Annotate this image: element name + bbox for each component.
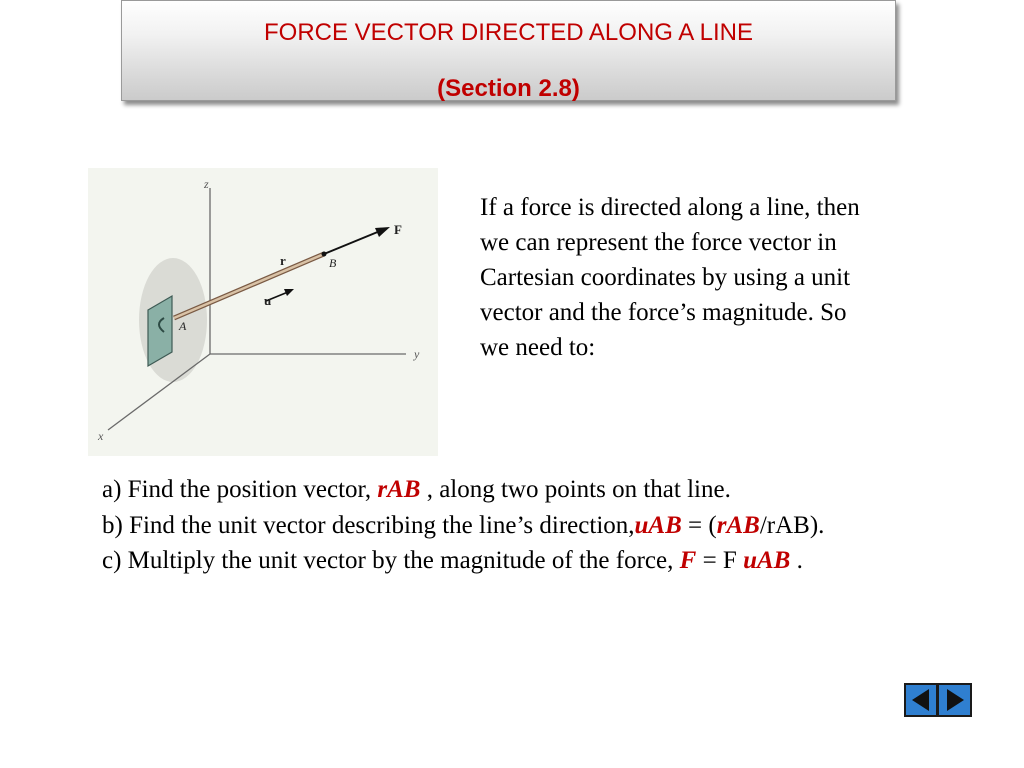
label-f: F (394, 222, 402, 237)
step-b-equals: = ( (681, 511, 717, 539)
step-a (102, 472, 1017, 508)
intro-line: we need to: (480, 334, 596, 361)
slide-subtitle: (Section 2.8) (437, 75, 580, 102)
unit-vector-head (284, 289, 294, 296)
intro-paragraph (480, 190, 960, 365)
slide-navigation (904, 683, 972, 717)
next-slide-button[interactable] (938, 683, 972, 717)
force-arrow-shaft (324, 231, 380, 254)
label-a: A (179, 319, 187, 333)
triangle-right-icon (943, 687, 967, 713)
slide-title: FORCE VECTOR DIRECTED ALONG A LINE (264, 19, 753, 46)
step-b-suffix: /rAB). (759, 511, 825, 539)
unit-vector-symbol-c: uAB (743, 547, 791, 574)
unit-vector-symbol: uAB (634, 511, 682, 539)
force-arrow-head (375, 227, 390, 237)
label-b: B (329, 256, 337, 270)
force-symbol: F (679, 547, 697, 574)
intro-line: If a force is directed along a line, then (480, 194, 860, 221)
label-y: y (414, 347, 420, 361)
label-z: z (204, 177, 209, 191)
position-vector-symbol: rAB (377, 476, 421, 503)
steps-list (102, 472, 1017, 579)
step-c-suffix: . (790, 547, 803, 574)
step-c-equals: = F (696, 547, 744, 574)
step-b (102, 508, 1017, 544)
step-a-prefix: a) Find the position vector, (102, 476, 378, 503)
title-banner (121, 0, 896, 101)
force-vector-figure (88, 168, 438, 456)
step-b-prefix: b) Find the unit vector describing the line’s direction, (102, 511, 635, 539)
label-r: r (280, 253, 286, 268)
intro-line: vector and the force’s magnitude. So (480, 299, 847, 326)
previous-slide-button[interactable] (904, 683, 938, 717)
position-vector-symbol-b: rAB (716, 511, 760, 539)
step-a-suffix: , along two points on that line. (420, 476, 731, 503)
label-x: x (98, 429, 104, 443)
intro-line: we can represent the force vector in (480, 229, 837, 256)
intro-line: Cartesian coordinates by using a unit (480, 264, 851, 291)
step-c (102, 543, 1017, 579)
label-u: u (264, 293, 272, 308)
triangle-left-icon (909, 687, 933, 713)
force-vector-diagram (88, 168, 438, 456)
step-c-prefix: c) Multiply the unit vector by the magnitude of the force, (102, 547, 680, 574)
